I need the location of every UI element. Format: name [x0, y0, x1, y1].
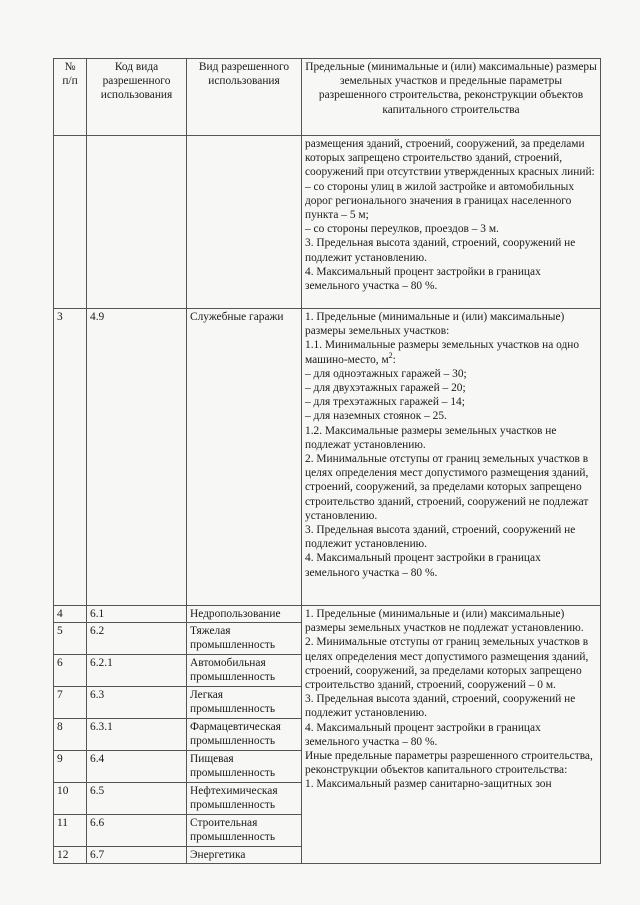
header-num: № п/п — [54, 59, 87, 136]
cell-params: размещения зданий, строений, сооружений, за пределами которых запрещено строительство зданий, строений, сооружений при отсутствии утвержденных красных линий: – со стороны улиц в жилой застройке и автомобильных дорог регионального значения в границах населенного пункта – 5 м; – со стороны переулков, проездов – 3 м. 3. Предельная высота зданий, строений, сооружений не подлежит установлению. 4. Максимальный процент застройки в границах земельного участка – 80 %. — [302, 136, 601, 309]
cell-params-group: 1. Предельные (минимальные и (или) максимальные) размеры земельных участков не подлежат установлению. 2. Минимальные отступы от границ земельных участков в целях определения мест допустимого размещения зданий, строений, сооружений, за пределами которых запрещено строительство зданий, строений, сооружений – 0 м. 3. Предельная высота зданий, строений, сооружений не подлежит установлению. 4. Максимальный процент застройки в границах земельного участка – 80 %. Иные предельные параметры разрешенного строительства, реконструкции объектов капитального строительства: 1. Максимальный размер санитарно-защитных зон — [302, 606, 601, 864]
cell-num: 6 — [54, 655, 87, 687]
cell-code: 6.3.1 — [87, 719, 187, 751]
cell-code: 6.4 — [87, 751, 187, 783]
header-params: Предельные (минимальные и (или) максимальные) размеры земельных участков и предельные параметры разрешенного строительства, реконструкции объектов капитального строительства — [302, 59, 601, 136]
cell-code: 4.9 — [87, 309, 187, 606]
cell-num — [54, 136, 87, 309]
cell-num: 10 — [54, 783, 87, 815]
cell-num: 5 — [54, 623, 87, 655]
cell-code: 6.2.1 — [87, 655, 187, 687]
cell-num: 3 — [54, 309, 87, 606]
cell-code: 6.6 — [87, 815, 187, 847]
cell-use: Фармацевтическая промышленность — [187, 719, 302, 751]
cell-use: Нефтехимическая промышленность — [187, 783, 302, 815]
cell-use: Автомобильная промышленность — [187, 655, 302, 687]
cell-use: Легкая промышленность — [187, 687, 302, 719]
cell-use: Тяжелая промышленность — [187, 623, 302, 655]
table-row-3 — [54, 309, 601, 606]
cell-code: 6.7 — [87, 847, 187, 864]
header-use: Вид разрешенного использования — [187, 59, 302, 136]
cell-code: 6.2 — [87, 623, 187, 655]
params-text-b: : – для одноэтажных гаражей – 30; – для двухэтажных гаражей – 20; – для трехэтажных гаражей – 14; – для наземных стоянок – 25. 1.2. Максимальные размеры земельных участков не подлежат установлению. 2. Минимальные отступы от границ земельных участков в целях определения мест допустимого размещения зданий, строений, сооружений, за пределами которых запрещено строительство зданий, строений, сооружений не подлежат установлению. 3. Предельная высота зданий, строений, сооружений не подлежит установлению. 4. Максимальный процент застройки в границах земельного участка – 80 %. — [305, 353, 589, 579]
cell-params — [302, 309, 601, 606]
table-row — [54, 606, 601, 623]
cell-num: 11 — [54, 815, 87, 847]
zoning-table — [53, 58, 601, 864]
table-header-row — [54, 59, 601, 136]
params-text-a: 1. Предельные (минимальные и (или) максимальные) размеры земельных участков: 1.1. Минимальные размеры земельных участков на одно машино-место, м — [305, 311, 580, 366]
cell-use: Служебные гаражи — [187, 309, 302, 606]
cell-use: Строительная промышленность — [187, 815, 302, 847]
table-row-continuation — [54, 136, 601, 309]
cell-num: 4 — [54, 606, 87, 623]
cell-use — [187, 136, 302, 309]
cell-code: 6.5 — [87, 783, 187, 815]
cell-use: Пищевая промышленность — [187, 751, 302, 783]
cell-code: 6.1 — [87, 606, 187, 623]
cell-num: 9 — [54, 751, 87, 783]
superscript: 2 — [388, 350, 393, 360]
cell-num: 12 — [54, 847, 87, 864]
cell-num: 8 — [54, 719, 87, 751]
cell-use: Энергетика — [187, 847, 302, 864]
cell-num: 7 — [54, 687, 87, 719]
cell-use: Недропользование — [187, 606, 302, 623]
header-code: Код вида разрешенного использования — [87, 59, 187, 136]
cell-code: 6.3 — [87, 687, 187, 719]
cell-code — [87, 136, 187, 309]
